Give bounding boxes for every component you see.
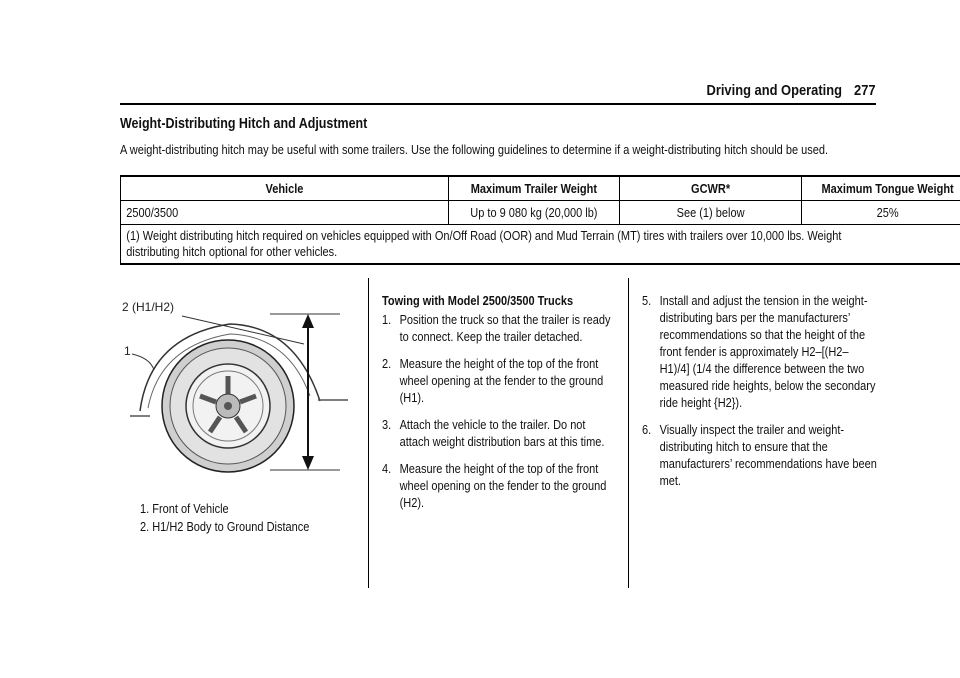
diagram-legend <box>140 500 332 536</box>
legend-item: 2. H1/H2 Body to Ground Distance <box>140 520 310 534</box>
intro-paragraph: A weight-distributing hitch may be useful with some trailers. Use the following guidelines to determine if a weight-distributing hitch should be used. <box>120 143 829 157</box>
list-item: 1. Position the truck so that the trailer is ready to connect. Keep the trailer detached. <box>382 313 611 344</box>
diagram-label-2: 2 (H1/H2) <box>122 300 175 314</box>
diagram-label-1: 1 <box>124 344 131 358</box>
table-cell: See (1) below <box>619 201 801 225</box>
table-header-row <box>121 176 960 201</box>
table-note-row <box>121 225 960 265</box>
wheel-illustration <box>120 296 350 476</box>
page-number: 277 <box>854 82 876 99</box>
list-item: 6. Visually inspect the trailer and weight-distributing hitch to ensure that the manufacturers’ recommendations have been met. <box>642 423 877 488</box>
table-cell: Up to 9 080 kg (20,000 lb) <box>448 201 619 225</box>
wheel-diagram <box>120 296 350 476</box>
towing-column-1 <box>382 293 618 522</box>
table-header-cell: Vehicle <box>121 176 449 201</box>
towing-heading: Towing with Model 2500/3500 Trucks <box>382 294 574 308</box>
header-section: Driving and Operating <box>706 82 843 99</box>
list-item: 2. Measure the height of the top of the front wheel opening at the fender to the ground (H1). <box>382 357 604 405</box>
table-cell: 2500/3500 <box>121 201 449 225</box>
column-divider <box>628 278 629 588</box>
running-header <box>707 82 876 99</box>
list-item: 5. Install and adjust the tension in the weight-distributing bars per the manufacturers’ recommendations so that the height of the front fender is approximately H2–[(H2–H1)/4] (1/4 the difference between the two measured ride heights, below the secondary ride height {H2}). <box>642 294 876 410</box>
table-row <box>121 201 960 225</box>
table-header-cell: Maximum Tongue Weight <box>801 176 960 201</box>
hitch-table <box>120 175 960 265</box>
list-item: 3. Attach the vehicle to the trailer. Do not attach weight distribution bars at this time. <box>382 418 605 449</box>
table-header-cell: Maximum Trailer Weight <box>448 176 619 201</box>
section-title: Weight-Distributing Hitch and Adjustment <box>120 116 368 132</box>
table-header-cell: GCWR* <box>619 176 801 201</box>
column-divider <box>368 278 369 588</box>
towing-column-2 <box>642 293 878 500</box>
table-cell: 25% <box>801 201 960 225</box>
list-item: 4. Measure the height of the top of the front wheel opening on the fender to the ground (H2). <box>382 462 607 510</box>
legend-item: 1. Front of Vehicle <box>140 502 229 516</box>
table-note: (1) Weight distributing hitch required on vehicles equipped with On/Off Road (OOR) and Mud Terrain (MT) tires with trailers over 10,000 lbs. Weight distributing hitch optional for other vehicles. <box>121 225 960 265</box>
header-rule <box>120 103 876 105</box>
